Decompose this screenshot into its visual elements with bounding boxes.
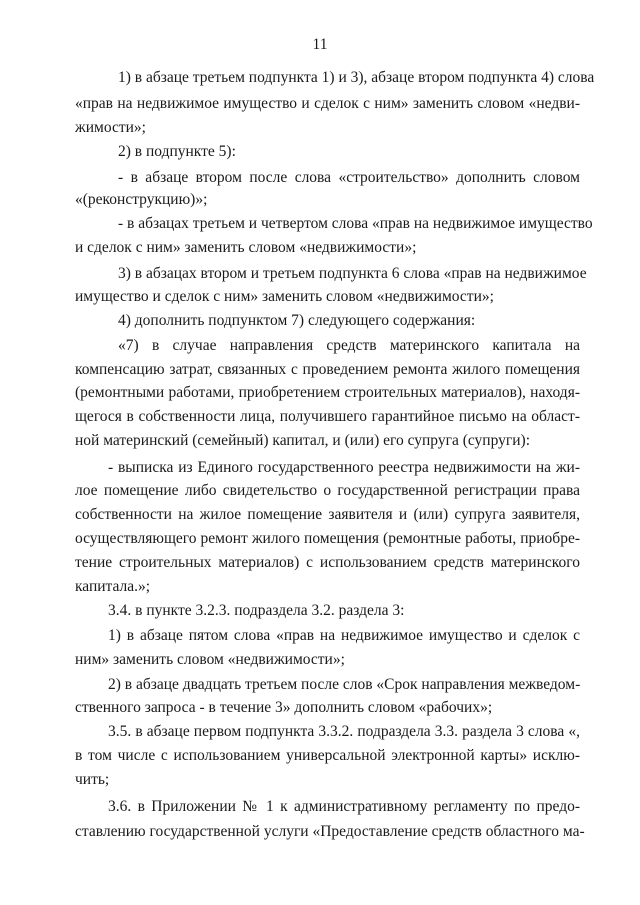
text-line: «7) в случае направления средств материнского капитала на	[118, 337, 580, 354]
text-line: - в абзаце втором после слова «строительство» дополнить словом	[118, 169, 580, 186]
text-line: в том числе с использованием универсальной электронной карты» исклю-	[75, 747, 580, 764]
text-line: 3.6. в Приложении № 1 к административному регламенту по предо-	[108, 798, 580, 815]
text-line: (ремонтными работами, приобретением строительных материалов), находя-	[75, 384, 580, 401]
text-line: 1) в абзаце пятом слова «прав на недвижимое имущество и сделок с	[108, 627, 580, 644]
text-line: жимости»;	[75, 119, 146, 136]
text-line: ним» заменить словом «недвижимости»;	[75, 651, 345, 668]
text-line: ной материнский (семейный) капитал, и (или) его супруга (супруги):	[75, 432, 531, 449]
text-line: и сделок с ним» заменить словом «недвижимости»;	[75, 239, 417, 256]
text-line: 4) дополнить подпунктом 7) следующего содержания:	[118, 312, 476, 329]
text-line: 2) в подпункте 5):	[118, 143, 236, 160]
text-line: осуществляющего ремонт жилого помещения (ремонтные работы, приобре-	[75, 530, 580, 547]
text-line: ставлению государственной услуги «Предоставление средств областного ма-	[75, 823, 585, 840]
text-line: имущество и сделок с ним» заменить словом «недвижимости»;	[75, 288, 494, 305]
text-line: ственного запроса - в течение 3» дополнить словом «рабочих»;	[75, 699, 493, 716]
text-line: капитала.»;	[75, 578, 151, 595]
text-line: 3) в абзацах втором и третьем подпункта 6 слова «прав на недвижимое	[118, 265, 587, 282]
text-line: компенсацию затрат, связанных с проведением ремонта жилого помещения	[75, 361, 580, 378]
text-line: «(реконструкцию)»;	[75, 191, 208, 208]
text-line: лое помещение либо свидетельство о государственной регистрации права	[75, 482, 580, 499]
text-line: 1) в абзаце третьем подпункта 1) и 3), абзаце втором подпункта 4) слова	[118, 69, 595, 86]
text-line: «прав на недвижимое имущество и сделок с ним» заменить словом «недви-	[75, 95, 580, 112]
text-line: собственности на жилое помещение заявителя и (или) супруга заявителя,	[75, 506, 580, 523]
text-line: чить;	[75, 771, 110, 788]
text-line: 3.5. в абзаце первом подпункта 3.3.2. подраздела 3.3. раздела 3 слова «,	[108, 723, 580, 740]
text-line: 3.4. в пункте 3.2.3. подраздела 3.2. раздела 3:	[108, 602, 405, 619]
text-line: щегося в собственности лица, получившего гарантийное письмо на област-	[75, 408, 580, 425]
page-number: 11	[312, 36, 328, 53]
text-line: - в абзацах третьем и четвертом слова «прав на недвижимое имущество	[118, 215, 593, 232]
text-line: 2) в абзаце двадцать третьем после слов «Срок направления межведом-	[108, 676, 581, 693]
text-line: тение строительных материалов) с использованием средств материнского	[75, 554, 580, 571]
text-line: - выписка из Единого государственного реестра недвижимости на жи-	[108, 459, 580, 476]
